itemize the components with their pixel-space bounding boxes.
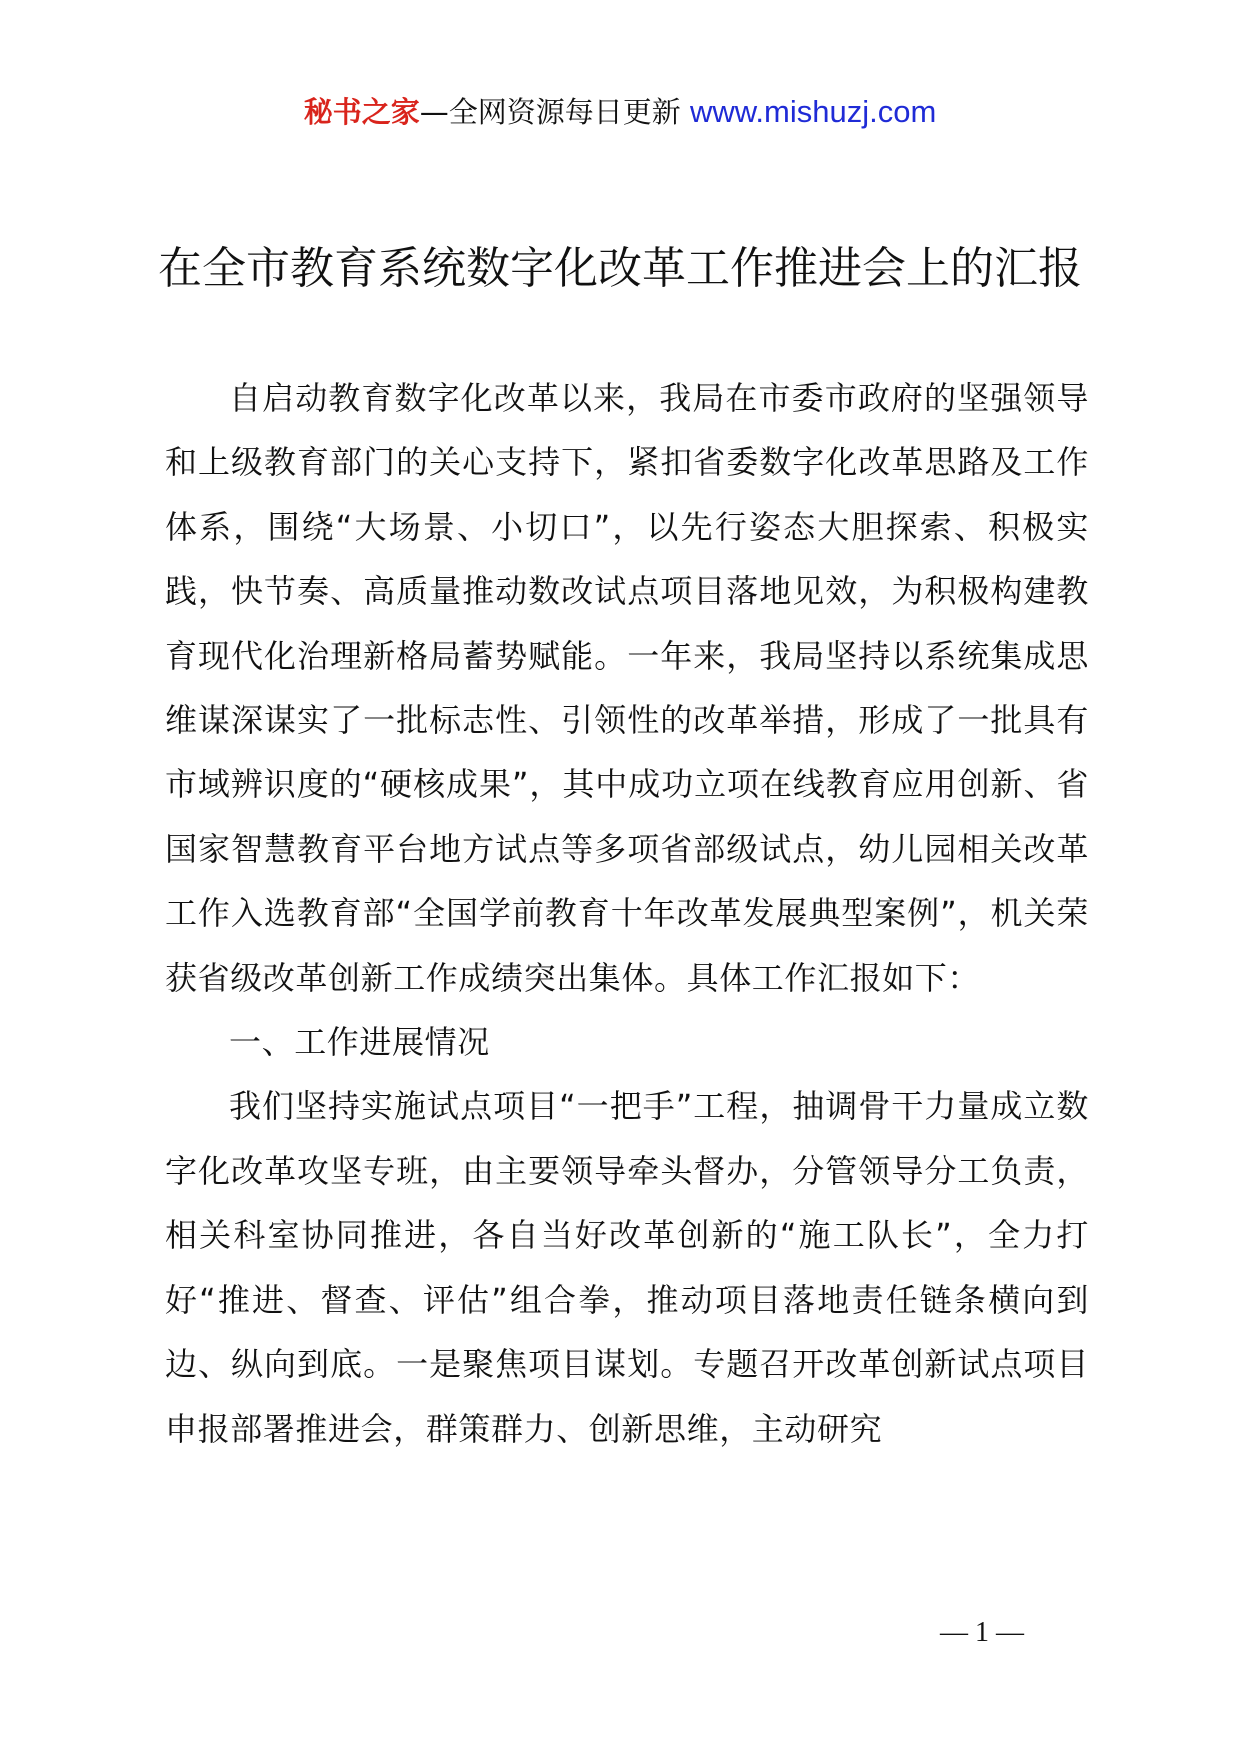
banner-brand: 秘书之家 bbox=[303, 95, 420, 129]
body-paragraph: 自启动教育数字化改革以来，我局在市委市政府的坚强领导和上级教育部门的关心支持下，紧扣省委数字化改革思路及工作体系，围绕“大场景、小切口”，以先行姿态大胆探索、积极实践，快节奏、高质量推动数改试点项目落地见效，为积极构建教育现代化治理新格局蓄势赋能。一年来，我局坚持以系统集成思维谋深谋实了一批标志性、引领性的改革举措，形成了一批具有市域辨识度的“硬核成果”，其中成功立项在线教育应用创新、省国家智慧教育平台地方试点等多项省部级试点，幼儿园相关改革工作入选教育部“全国学前教育十年改革发展典型案例”，机关荣获省级改革创新工作成绩突出集体。具体工作汇报如下： bbox=[165, 379, 1089, 997]
site-banner bbox=[0, 92, 1240, 132]
page-number: — 1 — bbox=[940, 1617, 1024, 1648]
body-paragraph: 我们坚持实施试点项目“一把手”工程，抽调骨干力量成立数字化改革攻坚专班，由主要领导牵头督办，分管领导分工负责，相关科室协同推进，各自当好改革创新的“施工队长”，全力打好“推进、督查、评估”组合拳，推动项目落地责任链条横向到边、纵向到底。一是聚焦项目谋划。专题召开改革创新试点项目申报部署推进会，群策群力、创新思维，主动研究 bbox=[165, 1087, 1089, 1448]
document-title: 在全市教育系统数字化改革工作推进会上的汇报 bbox=[158, 243, 1082, 294]
banner-url-link[interactable]: www.mishuzj.com bbox=[689, 94, 937, 129]
document-body bbox=[165, 366, 1089, 1461]
section-heading: 一、工作进展情况 bbox=[229, 1023, 490, 1062]
banner-slogan: —全网资源每日更新 bbox=[419, 95, 690, 129]
